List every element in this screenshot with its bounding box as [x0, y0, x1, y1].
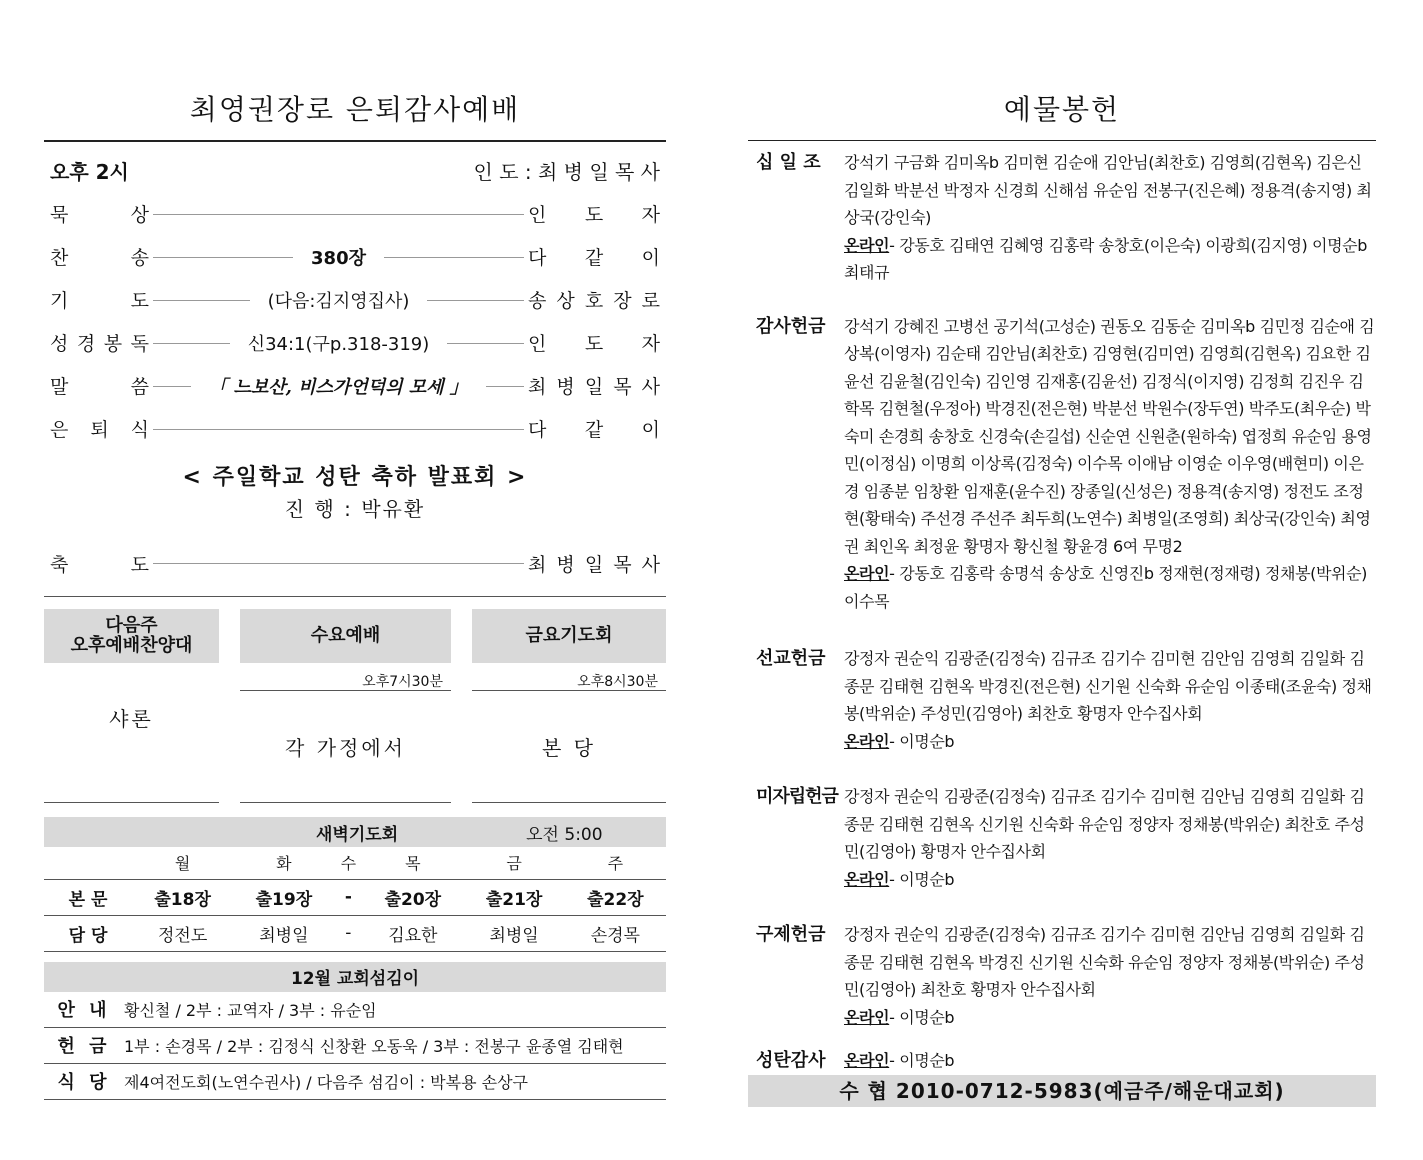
order-who-char: 최 [528, 376, 547, 398]
offering-block [748, 921, 1376, 1031]
order-label-char: 식 [130, 419, 149, 441]
schedule-head: 다음주 오후예배찬양대 [44, 609, 219, 663]
blessing-who-char: 목 [613, 553, 632, 576]
schedule-time: 오후8시30분 [472, 663, 666, 691]
order-who-char: 다 [528, 247, 547, 269]
dawn-row [44, 915, 666, 951]
dawn-cell: 최병일 [233, 915, 334, 951]
bulletin-right-column [748, 88, 1376, 1107]
offering-donors: 강석기 강혜진 고병선 공기석(고성순) 권동오 김동순 김미옥b 김민정 김순애 김상복(이영자) 김순태 김안님(최찬호) 김영현(김미연) 김영희(김현옥) 김요한 김윤선 김윤철(김인숙) 김인영 김재홍(김윤선) 김정식(이지영) 김정희 김진우 김학목 김현철(우정아) 박경진(전은현) 박분선 박원수(장두연) 박주도(최우순) 박숙미 손경희 송창호 신경숙(손길섭) 신순연 신원춘(원하숙) 엽정희 유순임 용영민(이정심) 이명희 이상록(김정숙) 이수목 이애남 이영순 이우영(배현미) 이은경 임종분 임창환 임재훈(윤수진) 장종일(신성은) 정용격(송지영) 정전도 조정현(황태숙) 주선경 주선주 최두희(노연수) 최병일(조영희) 최상국(강인숙) 최영권 최인옥 최정윤 황명자 황신철 황윤경 6여 무명2 [844, 316, 1375, 556]
dawn-row-label: 본 문 [44, 879, 132, 915]
order-row [44, 235, 666, 278]
leader-dots [149, 235, 528, 278]
order-label-char: 말 [50, 376, 69, 398]
dawn-cell: - [335, 879, 363, 915]
online-label: 온라인 [844, 235, 890, 255]
online-donors: - 강동호 김태연 김혜영 김홍락 송창호(이은숙) 이광희(김지영) 이명순b 최태규 [844, 235, 1367, 282]
order-label-char: 경 [76, 333, 96, 355]
order-row [44, 321, 666, 364]
online-donors: - 이명순b [889, 1051, 955, 1070]
order-row [44, 192, 666, 235]
dawn-cell: - [335, 915, 363, 951]
offering-donors: 강정자 권순익 김광준(김정숙) 김규조 김기수 김미현 김안임 김영희 김일화 김종문 김태현 김현옥 박경진(전은현) 신기원 신숙화 유순임 이종태(조윤숙) 정채봉(박위순) 주성민(김영아) 최찬호 황명자 안수집사회 [844, 649, 1372, 723]
order-label [44, 286, 149, 313]
offering-block [748, 783, 1376, 893]
order-who [528, 415, 666, 442]
order-label-char: 도 [130, 290, 149, 312]
leader-dots [149, 321, 528, 364]
order-label-char: 씀 [130, 376, 149, 398]
dawn-cell: 출18장 [132, 879, 233, 915]
order-label-char: 독 [130, 333, 149, 355]
online-donors: - 이명순b [889, 1007, 955, 1027]
offering-category: 십 일 조 [756, 152, 821, 173]
title-rule [44, 140, 666, 142]
weekly-schedule [44, 603, 666, 803]
bulletin-left-column [44, 88, 666, 1100]
schedule-place: 샤론 [44, 691, 219, 803]
order-who-char: 목 [613, 376, 632, 398]
order-row-blessing [44, 540, 666, 586]
order-who-char: 인 [528, 204, 547, 226]
online-line [844, 728, 1376, 756]
blessing-who-char: 사 [641, 553, 660, 576]
offering-names [844, 149, 1376, 287]
order-detail: 신34:1(구p.318-319) [230, 330, 448, 356]
online-line [844, 232, 1376, 287]
schedule-head: 수요예배 [240, 609, 451, 663]
offering-category: 감사헌금 [756, 315, 826, 337]
offering-title: 예물봉헌 [1003, 93, 1121, 126]
dawn-corner [44, 847, 132, 879]
blessing-who-char: 병 [556, 553, 575, 576]
online-label: 온라인 [844, 564, 890, 583]
offering-block [748, 313, 1376, 616]
volunteer-names: 황신철 / 2부 : 교역자 / 3부 : 유순임 [124, 1000, 377, 1020]
order-label-char: 봉 [103, 333, 123, 355]
offering-donors: 강석기 구금화 김미옥b 김미현 김순애 김안님(최찬호) 김영희(김현옥) 김은신 김일화 박분선 박정자 신경희 신해섬 유순임 전봉구(진은혜) 정용격(송지영) 최상국(강인숙) [844, 153, 1372, 227]
schedule-place: 각 가정에서 [240, 691, 451, 803]
order-who-char: 이 [641, 247, 660, 269]
service-header-row [44, 148, 666, 192]
offering-category: 선교헌금 [756, 648, 826, 669]
volunteer-names: 제4여전도회(노연수권사) / 다음주 섬김이 : 박복용 손상구 [124, 1072, 528, 1092]
volunteer-row [44, 1064, 666, 1100]
order-detail: 380장 [293, 244, 384, 270]
volunteer-role: 안 내 [57, 1000, 111, 1021]
order-row [44, 364, 666, 407]
divider [44, 596, 666, 597]
service-volunteers [44, 962, 666, 1100]
order-label [44, 329, 149, 356]
volunteer-row [44, 992, 666, 1028]
order-row [44, 407, 666, 450]
offering-category: 미자립헌금 [756, 786, 838, 807]
order-who-char: 로 [641, 290, 660, 312]
dawn-days-row [44, 847, 666, 879]
order-who-char: 일 [584, 376, 604, 398]
order-who [528, 243, 666, 270]
order-who-char: 인 [528, 333, 547, 355]
dawn-day: 주 [565, 847, 666, 879]
volunteer-names: 1부 : 손경목 / 2부 : 김정식 신창환 오동욱 / 3부 : 전봉구 윤종열 김태현 [124, 1036, 624, 1056]
order-row [44, 278, 666, 321]
dawn-row-label: 담 당 [44, 915, 132, 951]
dawn-cell: 최병일 [463, 915, 564, 951]
dawn-cell: 정전도 [132, 915, 233, 951]
order-who [528, 372, 666, 399]
order-who-char: 같 [584, 419, 604, 441]
blessing-who-char: 일 [584, 553, 604, 576]
dawn-day: 월 [132, 847, 233, 879]
bank-account: 수 협 2010-0712-5983(예금주/해운대교회) [748, 1075, 1376, 1107]
service-title: 최영권장로 은퇴감사예배 [189, 93, 521, 126]
online-label: 온라인 [844, 869, 890, 889]
order-label-char: 찬 [50, 247, 69, 269]
online-line [844, 1004, 1376, 1032]
offering-donors: 강정자 권순익 김광준(김정숙) 김규조 김기수 김미현 김안님 김영희 김일화 김종문 김태현 김현옥 박경진 신기원 신숙화 유순임 정양자 정채봉(박위순) 주성민(김영아) 최찬호 황명자 안수집사회 [844, 925, 1365, 999]
dawn-prayer-bar [44, 817, 666, 847]
offering-names [844, 921, 1376, 1031]
blessing-who-char: 최 [528, 553, 547, 576]
offering-block [748, 645, 1376, 755]
order-label-char: 상 [130, 204, 149, 226]
order-label [44, 200, 149, 227]
schedule-time [44, 663, 219, 691]
offering-category: 성탄감사 [756, 1050, 826, 1071]
dawn-day: 수 [335, 847, 363, 879]
order-who-char: 도 [584, 204, 604, 226]
dawn-row [44, 879, 666, 915]
offering-category: 구제헌금 [756, 924, 826, 945]
school-program-lead: 진 행 : 박유환 [284, 497, 426, 521]
service-time: 오후 2시 [50, 159, 129, 184]
online-donors: - 강동호 김홍락 송명석 송상호 신영진b 정재현(정재령) 정채봉(박위순) 이수목 [844, 564, 1367, 611]
order-who-char: 호 [584, 290, 604, 312]
order-who-char: 사 [641, 376, 660, 398]
dawn-cell: 출20장 [362, 879, 463, 915]
dawn-day: 목 [362, 847, 463, 879]
order-who-char: 자 [641, 333, 660, 355]
service-leader: 인 도 : 최 병 일 목 사 [473, 159, 660, 184]
schedule-place: 본 당 [472, 691, 666, 803]
dawn-cell: 출22장 [565, 879, 666, 915]
order-label-char: 기 [50, 290, 69, 312]
schedule-col [240, 603, 451, 803]
offering-list [748, 149, 1376, 1075]
order-label [44, 372, 149, 399]
leader-dots [149, 540, 528, 586]
online-donors: - 이명순b [889, 731, 955, 751]
order-detail: (다음:김지영집사) [250, 287, 428, 313]
order-who [528, 329, 666, 356]
dawn-prayer-time: 오전 5:00 [526, 824, 603, 845]
dawn-day: 금 [463, 847, 564, 879]
leader-dots [149, 278, 528, 321]
order-label-char: 퇴 [90, 419, 109, 441]
online-line [844, 866, 1376, 894]
dawn-cell: 출21장 [463, 879, 564, 915]
order-label [44, 415, 149, 442]
dawn-prayer-table [44, 847, 666, 952]
order-who-char: 병 [556, 376, 575, 398]
online-label: 온라인 [844, 1051, 890, 1070]
offering-block [748, 1047, 1376, 1075]
volunteer-role: 헌 금 [57, 1036, 111, 1057]
order-label-char: 송 [130, 247, 149, 269]
blessing-label [44, 550, 149, 577]
schedule-col [472, 603, 666, 803]
volunteers-title: 12월 교회섬김이 [44, 962, 666, 992]
order-who-char: 송 [528, 290, 547, 312]
leader-dots [149, 192, 528, 235]
dawn-prayer-title: 새벽기도회 [316, 824, 399, 845]
dawn-day: 화 [233, 847, 334, 879]
dawn-cell: 출19장 [233, 879, 334, 915]
order-label-char: 성 [50, 333, 69, 355]
schedule-time: 오후7시30분 [240, 663, 451, 691]
order-who-char: 장 [613, 290, 632, 312]
order-who-char: 같 [584, 247, 604, 269]
offering-names [844, 1047, 1376, 1075]
volunteer-role: 식 당 [57, 1072, 111, 1093]
leader-dots [149, 364, 528, 407]
order-who-char: 자 [641, 204, 660, 226]
online-line [844, 1047, 1376, 1075]
offering-names [844, 645, 1376, 755]
offering-donors: 강정자 권순익 김광준(김정숙) 김규조 김기수 김미현 김안님 김영희 김일화 김종문 김태현 김현옥 신기원 신숙화 유순임 정양자 정채봉(박위순) 최찬호 주성민(김영아) 황명자 안수집사회 [844, 787, 1365, 861]
school-program-title: < 주일학교 성탄 축하 발표회 > [182, 465, 528, 490]
title-rule [748, 140, 1376, 141]
dawn-cell: 김요한 [362, 915, 463, 951]
leader-dots [149, 407, 528, 450]
order-who-char: 다 [528, 419, 547, 441]
order-who-char: 도 [584, 333, 604, 355]
online-label: 온라인 [844, 1007, 890, 1027]
order-label [44, 243, 149, 270]
schedule-col [44, 603, 219, 803]
blessing-label-char: 도 [130, 553, 149, 576]
volunteer-row [44, 1028, 666, 1064]
dawn-cell: 손경목 [565, 915, 666, 951]
blessing-label-char: 축 [50, 553, 69, 576]
online-line [844, 560, 1376, 615]
order-who-char: 이 [641, 419, 660, 441]
schedule-head: 금요기도회 [472, 609, 666, 663]
blessing-who [528, 550, 666, 577]
online-donors: - 이명순b [889, 869, 955, 889]
order-detail: 「 느보산, 비스가언덕의 모세 」 [191, 373, 486, 399]
order-who [528, 200, 666, 227]
order-label-char: 은 [50, 419, 69, 441]
order-who-char: 상 [556, 290, 575, 312]
offering-names [844, 783, 1376, 893]
dawn-prayer-section [44, 817, 666, 952]
volunteer-rows [44, 992, 666, 1100]
online-label: 온라인 [844, 731, 890, 751]
order-label-char: 묵 [50, 204, 69, 226]
order-who [528, 286, 666, 313]
order-of-service [44, 192, 666, 450]
offering-names [844, 313, 1376, 616]
offering-block [748, 149, 1376, 287]
